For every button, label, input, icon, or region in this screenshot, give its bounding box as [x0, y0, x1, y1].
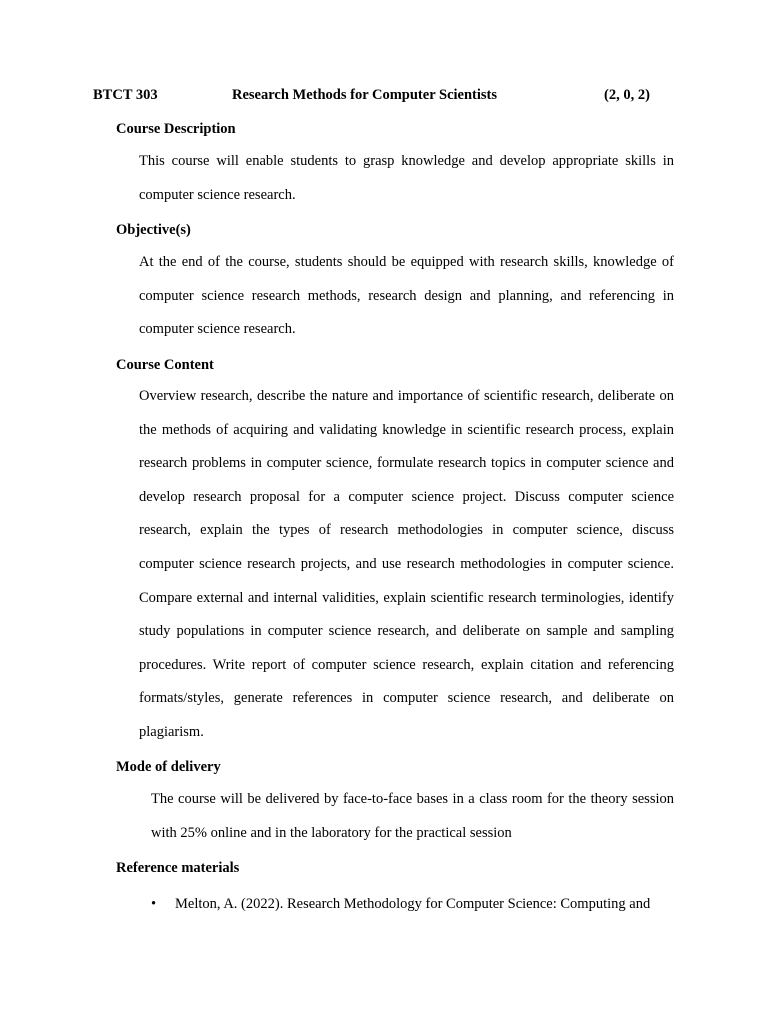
- bullet-icon: •: [151, 896, 157, 912]
- reference-text: Melton, A. (2022). Research Methodology for Computer Science: Computing and: [175, 896, 651, 912]
- description-body: This course will enable students to grasp knowledge and develop appropriate skills in computer science research.: [139, 153, 674, 203]
- objectives-body: At the end of the course, students should be equipped with research skills, knowledge of computer science research methods, research design and planning, and referencing in computer science research.: [139, 254, 674, 338]
- objectives-heading: Objective(s): [116, 222, 191, 238]
- course-header: [0, 87, 768, 107]
- content-body: Overview research, describe the nature and importance of scientific research, deliberate on the methods of acquiring and validating knowledge in scientific research process, explain research problems in computer science, formulate research topics in computer science and develop research proposal for a computer science project. Discuss computer science research, explain the types of research methodologies in computer science, discuss computer science research projects, and use research methodologies in computer science. Compare external and internal validities, explain scientific research terminologies, identify study populations in computer science research, and deliberate on sample and sampling procedures. Write report of computer science research, explain citation and referencing formats/styles, generate references in computer science research, and deliberate on plagiarism.: [139, 388, 674, 740]
- course-code: BTCT 303: [93, 87, 158, 103]
- delivery-body: The course will be delivered by face-to-face bases in a class room for the theory session with 25% online and in the laboratory for the practical session: [151, 791, 674, 841]
- delivery-heading: Mode of delivery: [116, 759, 221, 775]
- content-heading: Course Content: [116, 357, 214, 373]
- reference-item: [139, 888, 674, 922]
- references-heading: Reference materials: [116, 860, 240, 876]
- course-credits: (2, 0, 2): [604, 87, 650, 103]
- description-heading: Course Description: [116, 121, 236, 137]
- course-title: Research Methods for Computer Scientists: [232, 87, 498, 103]
- reference-list: [139, 888, 674, 922]
